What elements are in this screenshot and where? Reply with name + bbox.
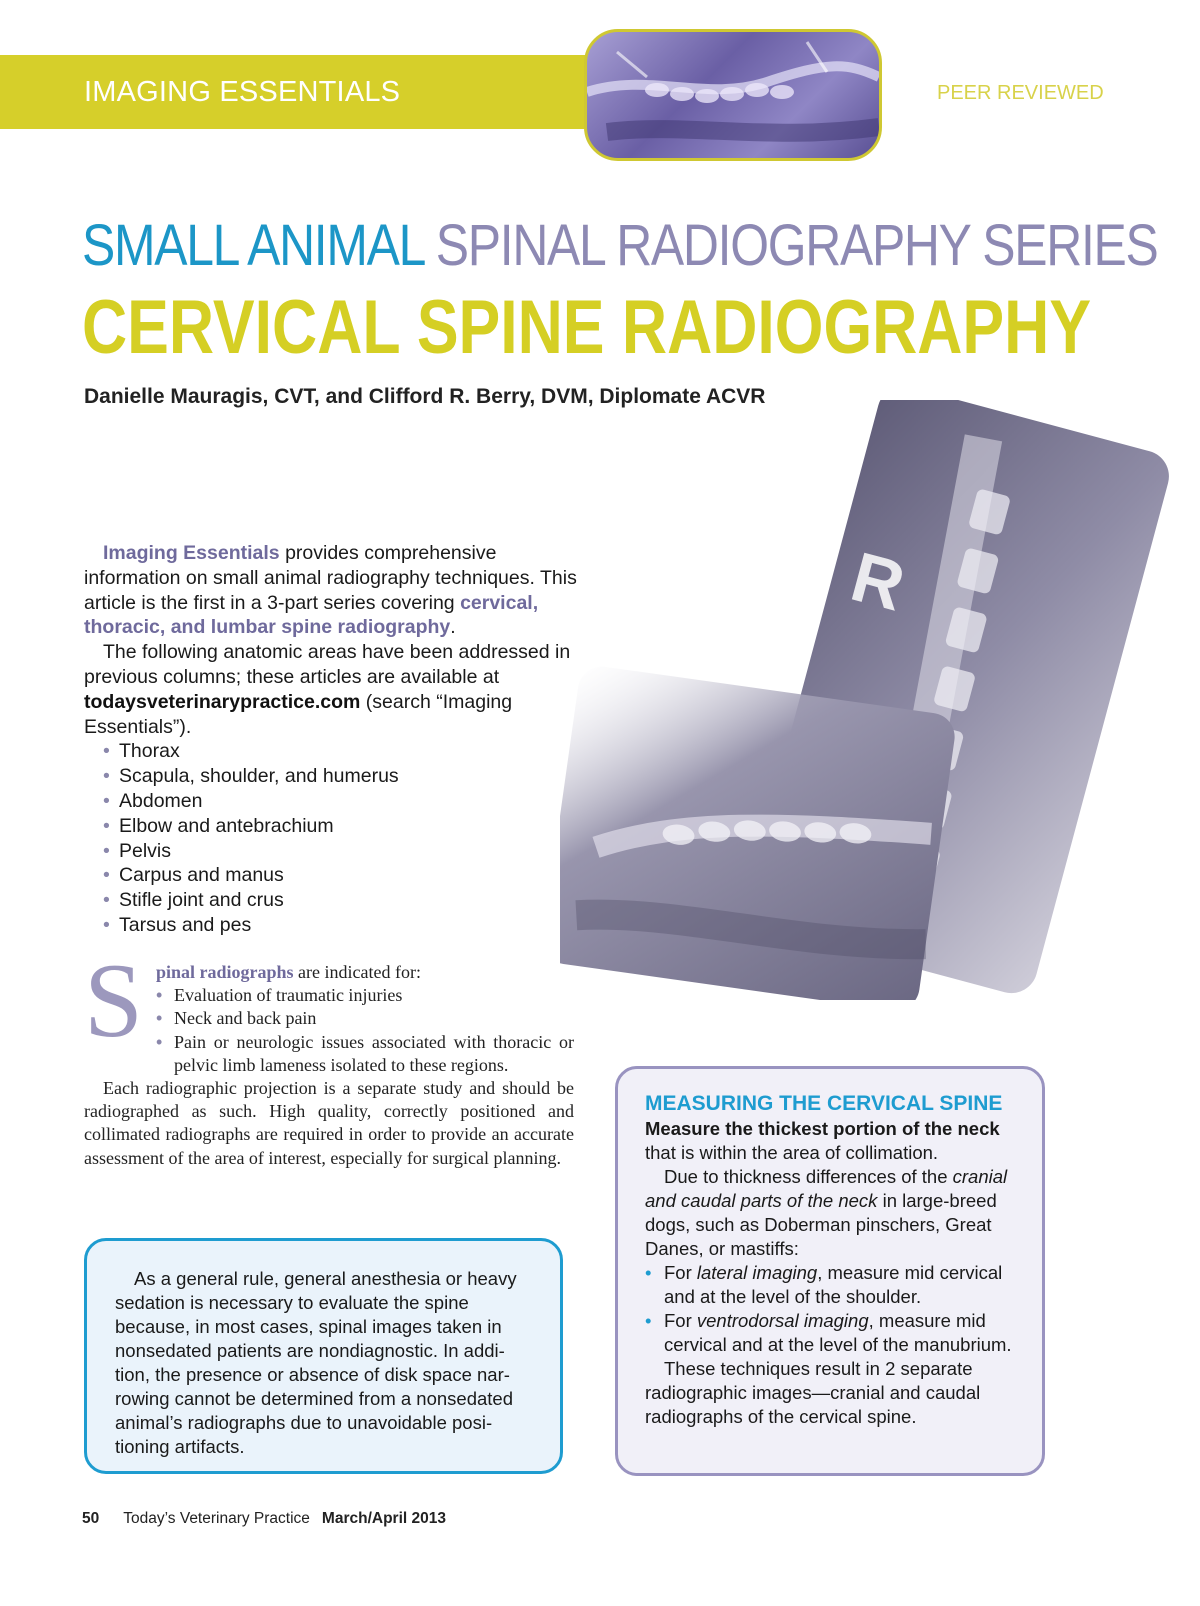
list-item: • Elbow and antebrachium (103, 814, 584, 839)
lead-highlight: pinal radiographs (156, 962, 294, 982)
list-item: • Stifle joint and crus (103, 888, 584, 913)
sidebar-emphasis: cranial and caudal parts of the neck (645, 1166, 1008, 1211)
list-item: • Abdomen (103, 789, 584, 814)
anesthesia-note-text: As a general rule, general anesthesia or heavy sedation is necessary to evaluate the spine because, in most cases, spinal images taken in nonsedated patients are nondiagnostic. In addition, the presence or absence of disk space narrowing cannot be determined from a nonsedated animal’s radiographs due to unavoidable positioning artifacts. (115, 1268, 517, 1457)
list-item (645, 1309, 1016, 1357)
imaging-essentials-link: Imaging Essentials (103, 542, 280, 564)
series-title (82, 213, 1158, 279)
list-item (645, 1261, 1016, 1309)
sidebar-emphasis: lateral imaging (696, 1262, 818, 1283)
list-item: • Tarsus and pes (103, 913, 584, 938)
intro-section (84, 541, 584, 938)
intro-paragraph-2 (84, 640, 584, 739)
previous-columns-list (84, 739, 584, 937)
indications-section (84, 942, 574, 1170)
publication-name: Today’s Veterinary Practice (123, 1510, 310, 1527)
sidebar-heading: MEASURING THE CERVICAL SPINE (645, 1092, 1003, 1115)
indications-lead (156, 961, 574, 984)
intro-paragraph-1 (84, 541, 584, 640)
website-link[interactable]: todaysveterinarypractice.com (84, 690, 361, 713)
svg-text:R: R (843, 537, 913, 626)
intro-text: (search “Imaging Essentials”). (84, 690, 513, 738)
article-title: CERVICAL SPINE RADIOGRAPHY (82, 285, 1092, 370)
series-topics: cervical, thoracic, and lumbar spine radiography (84, 591, 539, 639)
sidebar-text: , measure mid cervical and at the level of the manubrium. (664, 1310, 1012, 1355)
section-label: IMAGING ESSENTIALS (84, 76, 401, 108)
intro-text: provides comprehensive information on small animal radiography techniques. This article is the first in a 3-part series covering (84, 542, 577, 614)
list-item: • Scapula, shoulder, and humerus (103, 764, 584, 789)
anesthesia-note-box (84, 1238, 563, 1474)
cervical-radiograph-image (560, 400, 1180, 1000)
measuring-sidebar-box (615, 1066, 1045, 1476)
header-radiograph-image (584, 29, 882, 161)
intro-text: The following anatomic areas have been addressed in previous columns; these articles are available at (84, 641, 571, 688)
sidebar-paragraph-2 (645, 1165, 1016, 1261)
authors-line: Danielle Mauragis, CVT, and Clifford R. Berry, DVM, Diplomate ACVR (84, 385, 766, 408)
issue-date: March/April 2013 (321, 1510, 446, 1527)
sidebar-emphasis: ventrodorsal imaging (696, 1310, 869, 1331)
sidebar-text: in large-breed dogs, such as Doberman pinschers, Great Danes, or mastiffs: (645, 1190, 997, 1259)
list-item: • Pain or neurologic issues associated with thoracic or pelvic limb lameness isolated to these regions. (156, 1031, 574, 1077)
sidebar-bold: Measure the thickest portion of the neck (645, 1118, 1000, 1139)
series-title-part2: SPINAL RADIOGRAPHY SERIES (435, 213, 1158, 278)
intro-text: . (450, 616, 456, 639)
sidebar-text: Due to thickness differences of the (664, 1166, 953, 1187)
sidebar-text: , measure mid cervical and at the level of the shoulder. (664, 1262, 1003, 1307)
indications-list (84, 984, 574, 1077)
series-title-part1: SMALL ANIMAL (82, 213, 424, 278)
projection-paragraph: Each radiographic projection is a separate study and should be radiographed as such. High quality, correctly positioned and collimated radiographs are required in order to provide an accurate assessment of the area of interest, especially for surgical planning. (84, 1078, 574, 1168)
list-item: • Carpus and manus (103, 863, 584, 888)
list-item: • Neck and back pain (156, 1007, 574, 1030)
list-item: • Pelvis (103, 839, 584, 864)
page-footer (82, 1510, 446, 1528)
sidebar-text: For (664, 1262, 697, 1283)
page-number: 50 (82, 1510, 100, 1527)
lead-text: are indicated for: (293, 962, 421, 982)
list-item: • Thorax (103, 739, 584, 764)
sidebar-paragraph-3: These techniques result in 2 separate radiographic images—cranial and caudal radiographs of the cervical spine. (645, 1358, 981, 1427)
sidebar-text: that is within the area of collimation. (645, 1142, 939, 1163)
sidebar-text: For (664, 1310, 697, 1331)
list-item: • Evaluation of traumatic injuries (156, 984, 574, 1007)
drop-cap: S (84, 942, 143, 1059)
sidebar-paragraph-1 (645, 1117, 1016, 1165)
peer-reviewed-label: PEER REVIEWED (937, 82, 1104, 104)
sidebar-list (645, 1261, 1016, 1357)
